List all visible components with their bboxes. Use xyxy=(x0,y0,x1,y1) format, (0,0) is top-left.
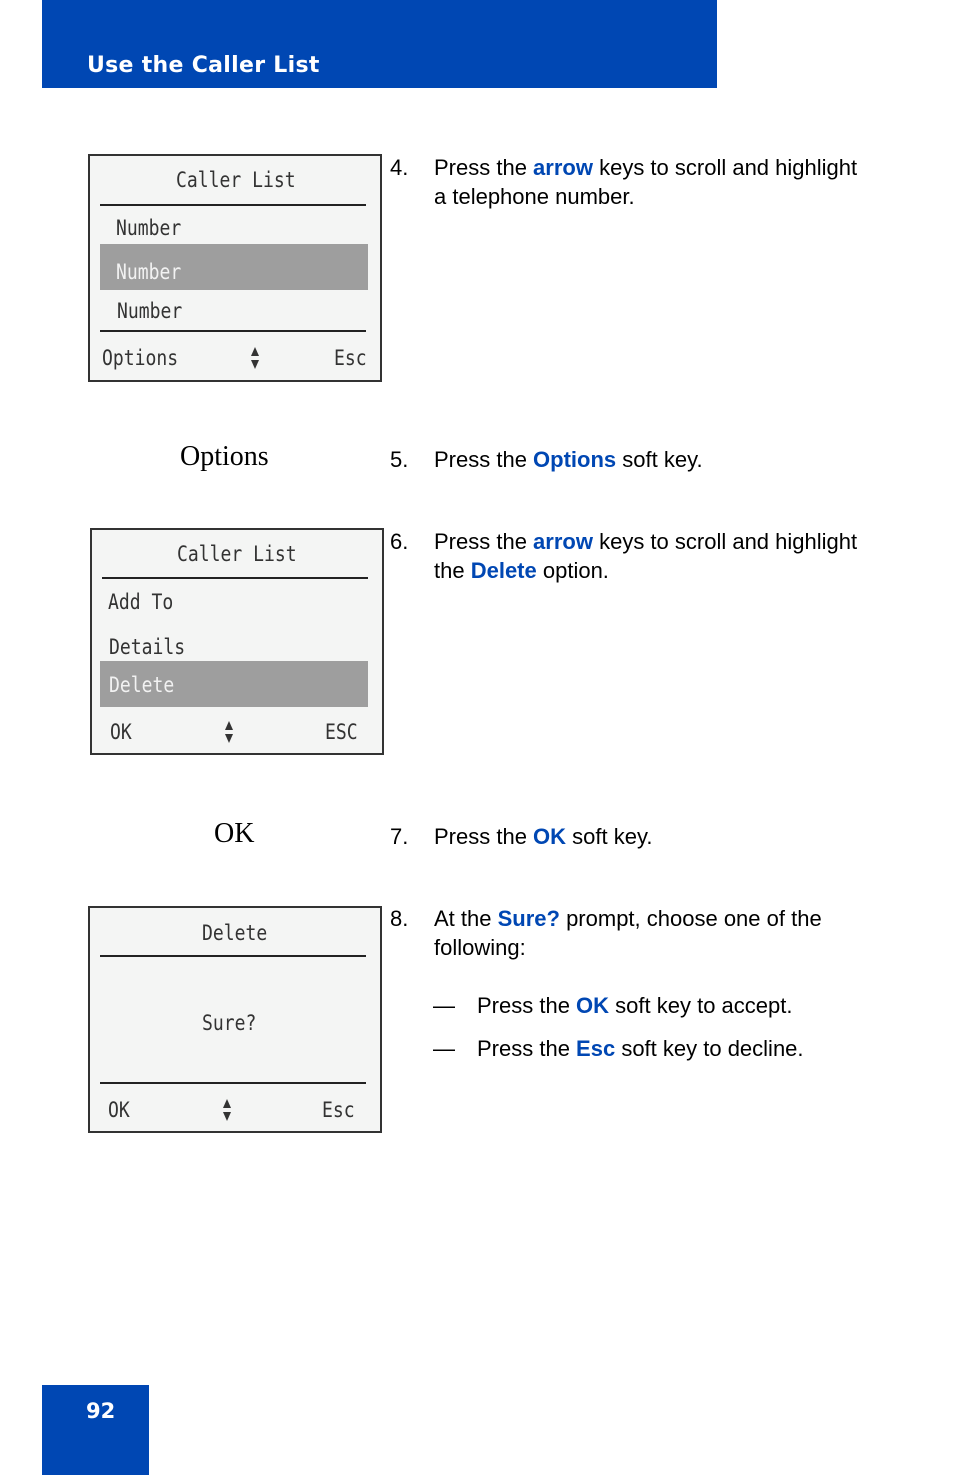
step-number: 5. xyxy=(390,447,409,472)
list-item: Number xyxy=(116,216,182,240)
text: keys to scroll and highlight a telephone number. xyxy=(434,155,858,209)
lcd-screen-caller-list-options xyxy=(90,528,384,755)
left-softkey-label: Options xyxy=(102,346,179,370)
text: At the xyxy=(434,906,498,931)
confirm-message: Sure? xyxy=(202,1011,257,1035)
divider xyxy=(100,955,366,957)
dash-bullet: — xyxy=(433,993,455,1018)
step-number: 8. xyxy=(390,906,409,931)
header-bar xyxy=(42,0,717,88)
list-item-label: Delete xyxy=(109,673,175,697)
lcd-screen-delete-confirm xyxy=(88,906,382,1133)
lcd-screen-caller-list-numbers xyxy=(88,154,382,382)
divider xyxy=(100,330,366,332)
keyword: Options xyxy=(533,447,617,472)
left-softkey-label: OK xyxy=(110,720,132,744)
step-text xyxy=(434,822,894,851)
screen-title: Caller List xyxy=(176,168,296,192)
right-softkey-label: Esc xyxy=(334,346,367,370)
text: Press the xyxy=(434,155,534,180)
step-number: 4. xyxy=(390,155,409,180)
text: Press the xyxy=(434,447,534,472)
text: option. xyxy=(536,558,609,583)
list-item: Add To xyxy=(108,590,174,614)
up-down-arrows-icon xyxy=(224,720,234,744)
keyword: arrow xyxy=(533,155,593,180)
keyword: Delete xyxy=(470,558,537,583)
list-item: Details xyxy=(109,635,186,659)
sub-step-text xyxy=(477,991,897,1020)
sub-step-text xyxy=(477,1034,897,1063)
divider xyxy=(100,204,366,206)
highlighted-list-item xyxy=(100,244,368,290)
step-number: 7. xyxy=(390,824,409,849)
step-text xyxy=(434,445,894,474)
text: prompt, choose one of the following: xyxy=(434,906,822,960)
keyword: Esc xyxy=(576,1036,616,1061)
keyword: OK xyxy=(576,993,610,1018)
text: Press the xyxy=(477,993,577,1018)
keyword: OK xyxy=(533,824,567,849)
page-number: 92 xyxy=(86,1399,116,1423)
step-text xyxy=(434,153,864,211)
divider xyxy=(100,1082,366,1084)
text: keys to scroll and highlight the xyxy=(434,529,858,583)
left-softkey-label: OK xyxy=(108,1098,130,1122)
text: soft key. xyxy=(616,447,703,472)
list-item-label: Number xyxy=(116,260,182,284)
options-softkey-label: Options xyxy=(180,441,269,472)
text: Press the xyxy=(434,529,534,554)
right-softkey-label: ESC xyxy=(325,720,358,744)
dash-bullet: — xyxy=(433,1036,455,1061)
text: soft key to decline. xyxy=(615,1036,804,1061)
right-softkey-label: Esc xyxy=(322,1098,355,1122)
step-number: 6. xyxy=(390,529,409,554)
screen-title: Delete xyxy=(202,921,268,945)
page-number-box xyxy=(42,1385,149,1475)
page-header-title: Use the Caller List xyxy=(87,53,320,78)
text: Press the xyxy=(477,1036,577,1061)
screen-title: Caller List xyxy=(177,542,297,566)
keyword: arrow xyxy=(533,529,593,554)
keyword: Sure? xyxy=(497,906,560,931)
divider xyxy=(102,577,368,579)
up-down-arrows-icon xyxy=(222,1098,232,1122)
step-text xyxy=(434,904,874,962)
text: soft key. xyxy=(566,824,653,849)
step-text xyxy=(434,527,864,585)
up-down-arrows-icon xyxy=(250,346,260,370)
text: soft key to accept. xyxy=(609,993,793,1018)
text: Press the xyxy=(434,824,534,849)
ok-softkey-label: OK xyxy=(214,818,255,849)
highlighted-list-item xyxy=(100,661,368,707)
list-item: Number xyxy=(117,299,183,323)
